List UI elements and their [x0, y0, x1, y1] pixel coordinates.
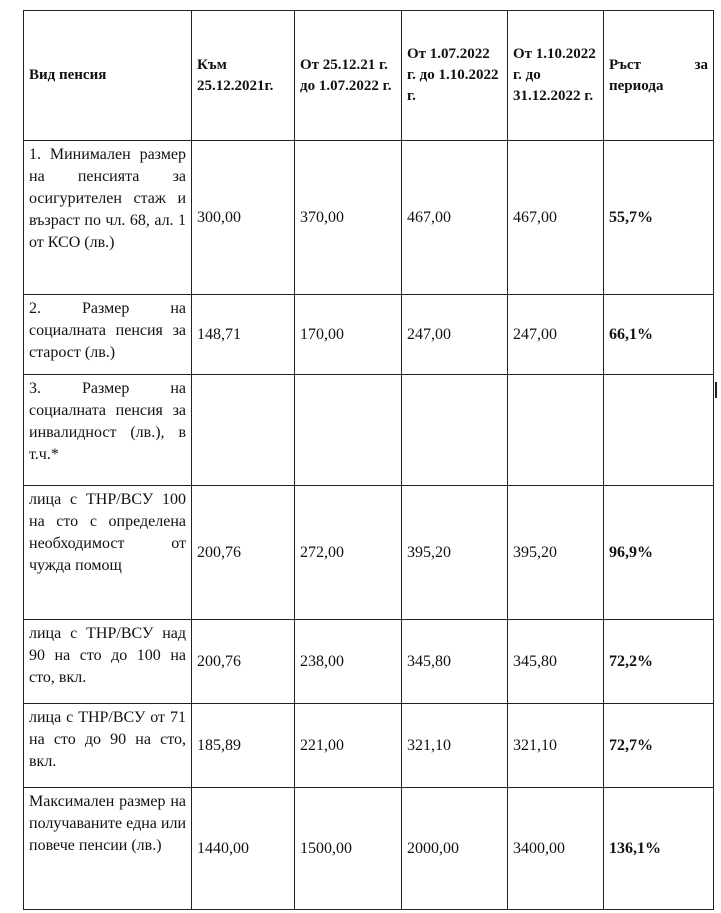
header-before-25-12-2021: Към 25.12.2021г.: [192, 11, 295, 141]
pension-table: [23, 10, 714, 910]
cell-growth: 66,1%: [604, 295, 714, 375]
cell-value: [402, 375, 508, 486]
cell-value: 321,10: [402, 704, 508, 788]
header-from-01-07-2022: От 1.07.2022 г. до 1.10.2022 г.: [402, 11, 508, 141]
cell-value: 1440,00: [192, 788, 295, 910]
row-label: лица с ТНР/ВСУ 100 на сто с определена необходимост от чужда помощ: [24, 486, 192, 620]
cell-value: 2000,00: [402, 788, 508, 910]
cell-value: 467,00: [402, 141, 508, 295]
cell-value: 148,71: [192, 295, 295, 375]
cell-value: 185,89: [192, 704, 295, 788]
cell-value: 395,20: [508, 486, 604, 620]
cell-value: 345,80: [402, 620, 508, 704]
table-row-max-pension: [24, 788, 714, 910]
table-row-disability-90-100: [24, 620, 714, 704]
table-row-disability-100: [24, 486, 714, 620]
cell-value: 170,00: [295, 295, 402, 375]
cell-growth: 136,1%: [604, 788, 714, 910]
cell-value: 200,76: [192, 486, 295, 620]
row-label: 1. Минимален размер на пенсията за осигурителен стаж и възраст по чл. 68, ал. 1 от КСО (лв.): [24, 141, 192, 295]
header-growth: Ръст за периода: [604, 11, 714, 141]
header-from-01-10-2022: От 1.10.2022 г. до 31.12.2022 г.: [508, 11, 604, 141]
cell-value: 370,00: [295, 141, 402, 295]
row-label: Максимален размер на получаваните една или повече пенсии (лв.): [24, 788, 192, 910]
cell-value: [192, 375, 295, 486]
row-label: лица с ТНР/ВСУ от 71 на сто до 90 на сто, вкл.: [24, 704, 192, 788]
cell-value: 247,00: [402, 295, 508, 375]
text-cursor: [715, 382, 717, 398]
cell-growth: 55,7%: [604, 141, 714, 295]
row-label: 2. Размер на социалната пенсия за старост (лв.): [24, 295, 192, 375]
cell-growth: 96,9%: [604, 486, 714, 620]
cell-growth: [604, 375, 714, 486]
cell-value: 345,80: [508, 620, 604, 704]
row-label: 3. Размер на социалната пенсия за инвалидност (лв.), в т.ч.*: [24, 375, 192, 486]
cell-value: 3400,00: [508, 788, 604, 910]
cell-value: 1500,00: [295, 788, 402, 910]
cell-growth: 72,7%: [604, 704, 714, 788]
table-row-min-pension: [24, 141, 714, 295]
cell-value: [508, 375, 604, 486]
table-row-disability-71-90: [24, 704, 714, 788]
cell-value: [295, 375, 402, 486]
header-pension-type: Вид пенсия: [24, 11, 192, 141]
cell-value: 395,20: [402, 486, 508, 620]
cell-value: 272,00: [295, 486, 402, 620]
cell-value: 300,00: [192, 141, 295, 295]
table-row-social-old-age: [24, 295, 714, 375]
table-row-social-disability: [24, 375, 714, 486]
cell-value: 221,00: [295, 704, 402, 788]
row-label: лица с ТНР/ВСУ над 90 на сто до 100 на сто, вкл.: [24, 620, 192, 704]
cell-growth: 72,2%: [604, 620, 714, 704]
header-row: [24, 11, 714, 141]
cell-value: 321,10: [508, 704, 604, 788]
cell-value: 200,76: [192, 620, 295, 704]
cell-value: 467,00: [508, 141, 604, 295]
cell-value: 247,00: [508, 295, 604, 375]
cell-value: 238,00: [295, 620, 402, 704]
header-from-25-12-2021: От 25.12.21 г. до 1.07.2022 г.: [295, 11, 402, 141]
